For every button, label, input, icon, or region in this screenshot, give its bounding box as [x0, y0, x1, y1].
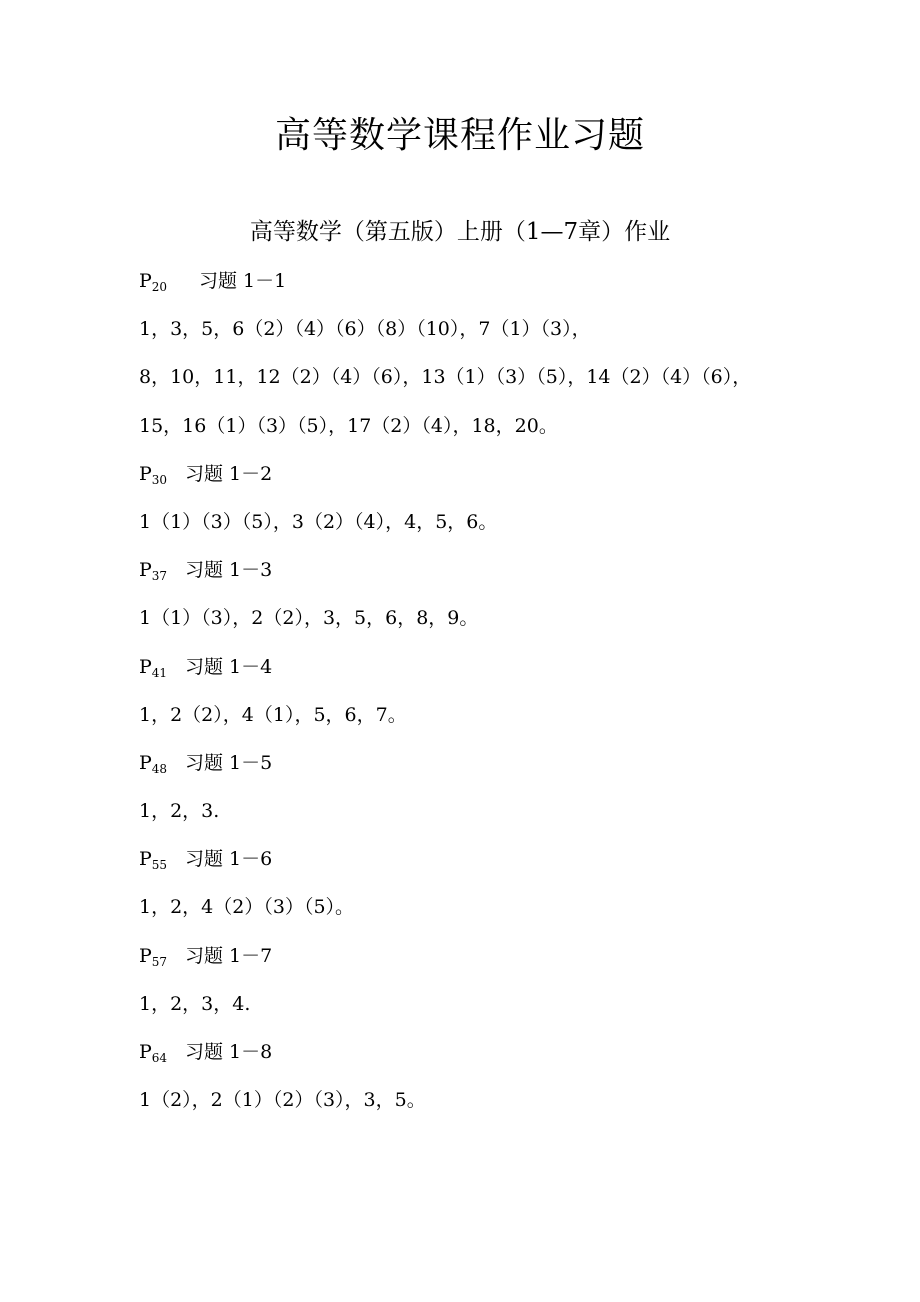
page-number: 41 [151, 665, 168, 680]
page-number: 37 [151, 569, 168, 584]
page-reference: $P_{57}$ [139, 944, 168, 969]
section-heading [139, 264, 859, 312]
section-heading [139, 1035, 859, 1083]
page-reference: $P_{37}$ [139, 559, 168, 584]
exercise-set-name: 习题 1－6 [185, 848, 273, 871]
exercise-set-name: 习题 1－8 [185, 1041, 273, 1063]
document-subtitle: 高等数学（第五版）上册（1—7章）作业 [249, 219, 671, 245]
exercise-set-name: 习题 1－2 [185, 462, 273, 485]
problem-line: 1（1）（3）（5），3（2）（4），4，5，6。 [139, 510, 498, 533]
page-number: 64 [151, 1051, 168, 1065]
page-reference: $P_{20}$ [139, 270, 168, 294]
page-number: 30 [151, 472, 168, 487]
page-reference: $P_{41}$ [139, 655, 168, 680]
section-heading [139, 746, 859, 794]
page-number: 20 [151, 280, 168, 294]
problem-line: 1，3，5，6（2）（4）（6）（8）（10），7（1）（3）， [139, 318, 591, 341]
page-reference: $P_{48}$ [139, 751, 168, 776]
exercise-set-name: 习题 1－1 [199, 270, 287, 292]
exercise-set-name: 习题 1－5 [185, 751, 273, 774]
page-reference: $P_{64}$ [139, 1041, 168, 1065]
problem-line: 1（1）（3），2（2），3，5，6，8，9。 [139, 607, 479, 630]
section-heading [139, 939, 859, 987]
section-heading [139, 650, 859, 698]
exercise-list [139, 264, 859, 1131]
section-heading [139, 842, 859, 890]
problem-line: 15，16（1）（3）（5），17（2）（4），18，20。 [139, 414, 558, 437]
page-number: 48 [151, 761, 168, 776]
problem-line: 1，2，3. [139, 800, 220, 823]
section-heading [139, 457, 859, 505]
problem-line: 8，10，11，12（2）（4）（6），13（1）（3）（5），14（2）（4）（6）， [139, 366, 752, 389]
exercise-set-name: 习题 1－7 [185, 944, 273, 967]
problem-line: 1，2，3，4. [139, 992, 251, 1015]
exercise-set-name: 习题 1－3 [185, 559, 273, 582]
problem-line: 1，2（2），4（1），5，6，7。 [139, 703, 407, 726]
exercise-set-name: 习题 1－4 [185, 655, 273, 678]
page-title: 高等数学课程作业习题 [274, 115, 645, 156]
page-number: 57 [151, 954, 168, 969]
page-number: 55 [151, 858, 168, 873]
page-reference: $P_{30}$ [139, 462, 168, 487]
problem-line: 1，2，4（2）（3）（5）。 [139, 896, 355, 919]
section-heading [139, 553, 859, 601]
problem-line: 1（2），2（1）（2）（3），3，5。 [139, 1089, 426, 1112]
page-reference: $P_{55}$ [139, 848, 168, 873]
